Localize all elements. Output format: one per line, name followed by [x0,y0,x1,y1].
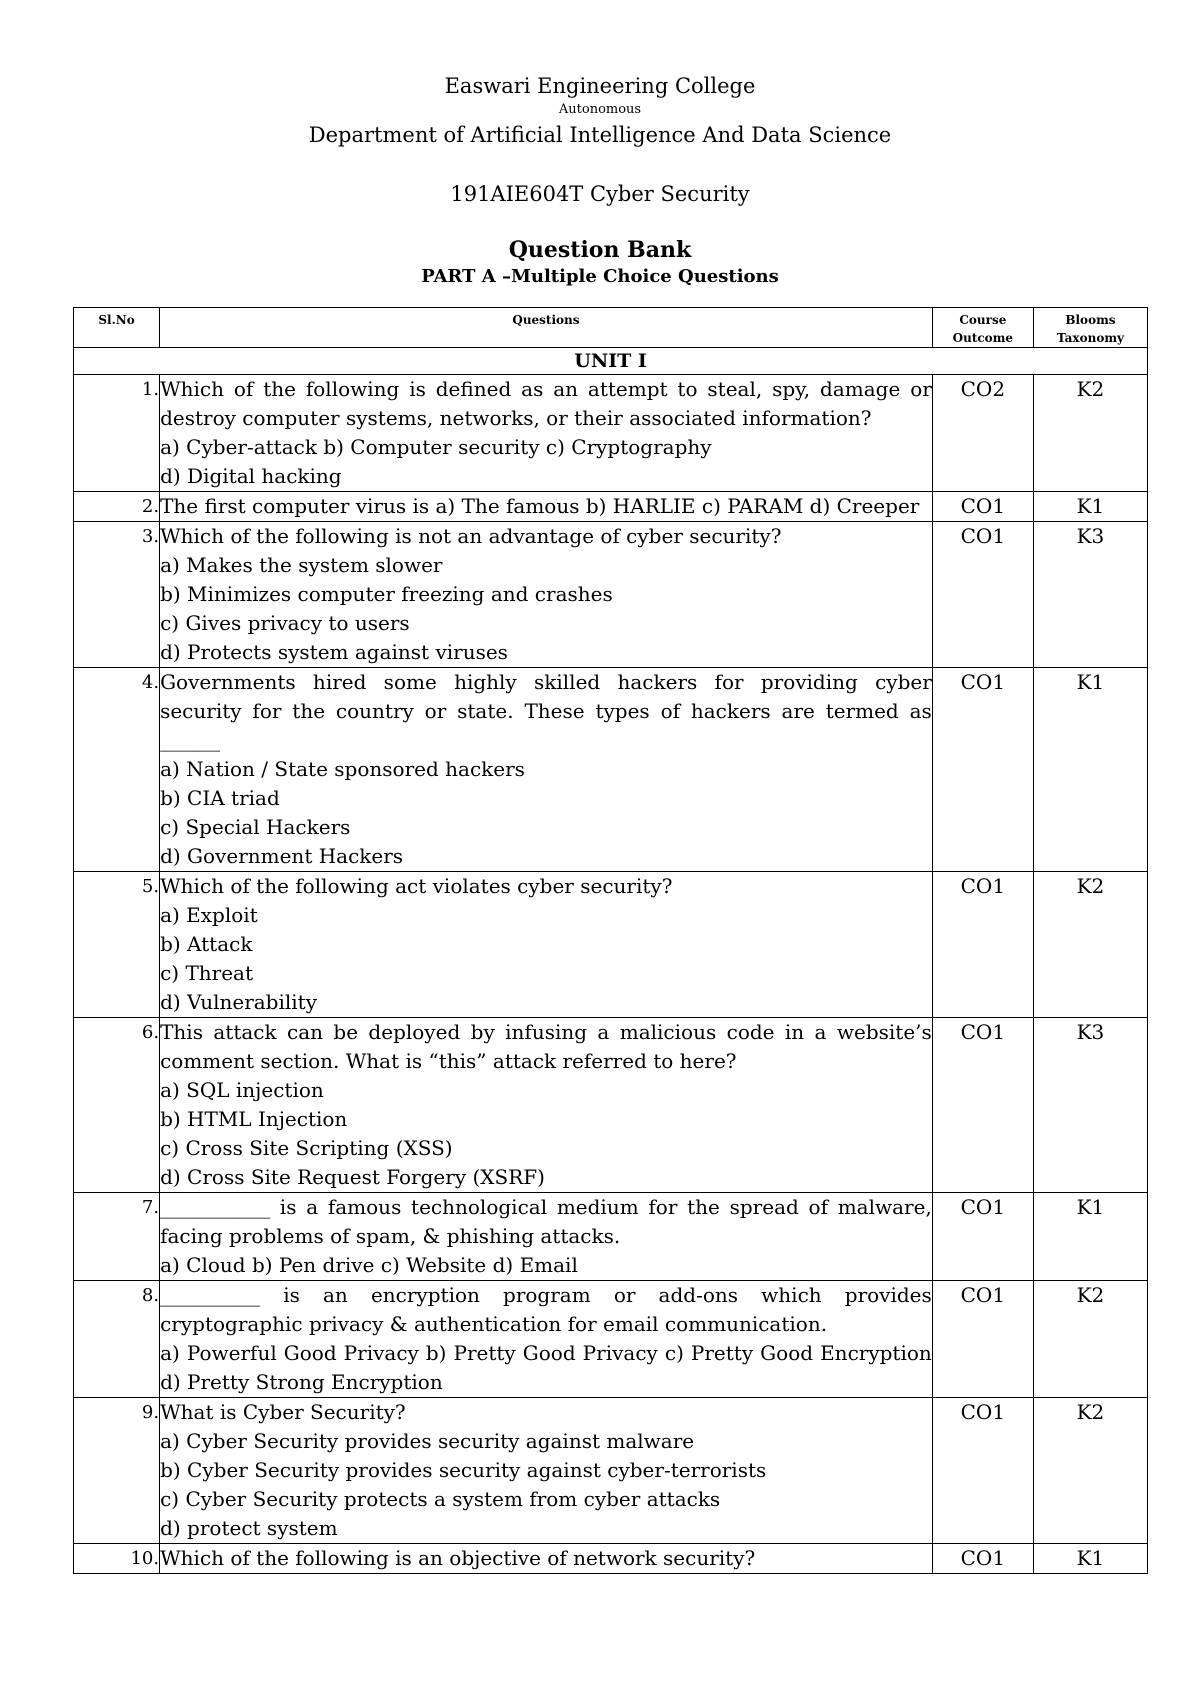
header-blooms-taxonomy: Blooms Taxonomy [1033,308,1147,348]
question-line: b) Minimizes computer freezing and crashes [160,582,613,606]
table-row [74,1398,1148,1544]
question-line: a) Nation / State sponsored hackers [160,757,525,781]
question-number: 2. [74,492,160,522]
blooms-level: K3 [1033,522,1147,668]
header-questions: Questions [160,308,933,348]
question-line: d) Vulnerability [160,990,318,1014]
question-line: d) Government Hackers [160,844,404,868]
table-row [74,1018,1148,1193]
course-outcome: CO1 [932,872,1033,1018]
table-row [74,1544,1148,1574]
question-line: Governments hired some highly skilled hackers for providing cyber security for the country or state. These types of hackers are termed as ______ [160,670,932,752]
question-line: Which of the following is not an advantage of cyber security? [160,524,782,548]
question-line: __________ is an encryption program or add-ons which provides cryptographic privacy & authentication for email communication. [160,1283,932,1336]
question-line: c) Gives privacy to users [160,611,410,635]
question-line: b) Attack [160,932,253,956]
question-line: b) CIA triad [160,786,280,810]
question-line: The first computer virus is a) The famous b) HARLIE c) PARAM d) Creeper [160,494,920,518]
header-course-outcome: Course Outcome [932,308,1033,348]
question-line: What is Cyber Security? [160,1400,406,1424]
table-row [74,1193,1148,1281]
question-line: c) Cyber Security protects a system from cyber attacks [160,1487,721,1511]
question-text [160,1193,933,1281]
table-row [74,1281,1148,1398]
blooms-level: K1 [1033,492,1147,522]
question-line: d) Protects system against viruses [160,640,508,664]
question-line: a) Exploit [160,903,258,927]
question-line: d) Digital hacking [160,464,342,488]
college-status: Autonomous [558,102,642,117]
question-line: a) Cloud b) Pen drive c) Website d) Email [160,1253,578,1277]
department-name: Department of Artificial Intelligence And Data Science [308,123,892,147]
course-outcome: CO1 [932,1544,1033,1574]
question-text [160,668,933,872]
question-line: a) Cyber-attack b) Computer security c) Cryptography [160,435,712,459]
part-heading: PART A –Multiple Choice Questions [421,266,779,287]
course-title: 191AIE604T Cyber Security [450,182,750,206]
course-outcome: CO1 [932,668,1033,872]
question-line: d) protect system [160,1516,338,1540]
question-number: 7. [74,1193,160,1281]
document-title: Question Bank [508,237,692,263]
question-text [160,1544,933,1574]
question-line: ___________ is a famous technological medium for the spread of malware, facing problems of spam, & phishing attacks. [160,1195,932,1248]
question-number: 3. [74,522,160,668]
unit-label: UNIT I [74,348,1148,375]
question-line: a) Cyber Security provides security against malware [160,1429,695,1453]
course-outcome: CO1 [932,1281,1033,1398]
question-text [160,1018,933,1193]
blooms-level: K1 [1033,1544,1147,1574]
question-table [73,307,1148,1574]
course-outcome: CO1 [932,1193,1033,1281]
course-outcome: CO1 [932,1018,1033,1193]
blooms-level: K3 [1033,1018,1147,1193]
table-row [74,522,1148,668]
question-text [160,375,933,492]
header-sl: Sl.No [74,308,160,348]
question-line: d) Cross Site Request Forgery (XSRF) [160,1165,545,1189]
course-outcome: CO1 [932,492,1033,522]
blooms-level: K2 [1033,1281,1147,1398]
course-outcome: CO2 [932,375,1033,492]
question-line: c) Special Hackers [160,815,351,839]
question-number: 10. [74,1544,160,1574]
blooms-level: K2 [1033,1398,1147,1544]
question-number: 8. [74,1281,160,1398]
blooms-level: K1 [1033,668,1147,872]
question-number: 4. [74,668,160,872]
question-number: 6. [74,1018,160,1193]
blooms-level: K2 [1033,872,1147,1018]
question-line: c) Cross Site Scripting (XSS) [160,1136,453,1160]
question-text [160,872,933,1018]
question-line: b) HTML Injection [160,1107,348,1131]
course-outcome: CO1 [932,522,1033,668]
table-header-row [74,308,1148,348]
question-text [160,1398,933,1544]
question-number: 5. [74,872,160,1018]
question-line: a) Makes the system slower [160,553,443,577]
table-row [74,375,1148,492]
college-name: Easwari Engineering College [444,74,756,98]
question-text [160,1281,933,1398]
question-line: c) Threat [160,961,254,985]
unit-row [74,348,1148,375]
question-line: Which of the following is an objective of network security? [160,1546,756,1570]
table-row [74,872,1148,1018]
blooms-level: K2 [1033,375,1147,492]
question-line: a) SQL injection [160,1078,324,1102]
question-line: b) Cyber Security provides security against cyber-terrorists [160,1458,767,1482]
question-line: a) Powerful Good Privacy b) Pretty Good Privacy c) Pretty Good Encryption d) Pretty Strong Encryption [160,1341,932,1394]
question-line: Which of the following is defined as an attempt to steal, spy, damage or destroy computer systems, networks, or their associated information? [160,377,932,430]
table-row [74,668,1148,872]
question-text [160,522,933,668]
question-number: 9. [74,1398,160,1544]
question-line: Which of the following act violates cyber security? [160,874,673,898]
course-outcome: CO1 [932,1398,1033,1544]
table-row [74,492,1148,522]
blooms-level: K1 [1033,1193,1147,1281]
question-line: This attack can be deployed by infusing a malicious code in a website’s comment section. What is “this” attack referred to here? [160,1020,932,1073]
question-text [160,492,933,522]
question-number: 1. [74,375,160,492]
